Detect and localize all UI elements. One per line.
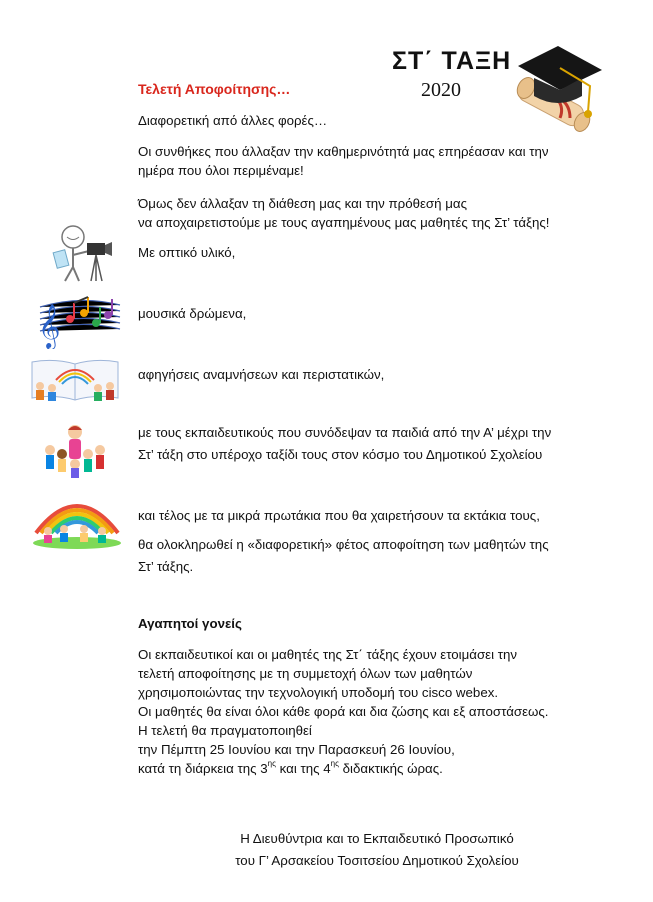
text-line: θα ολοκληρωθεί η «διαφορετική» φέτος αποφοίτηση των μαθητών της — [138, 537, 549, 552]
intro-paragraph-2 — [138, 142, 549, 180]
parents-paragraph — [138, 645, 549, 778]
item-stories-text: αφηγήσεις αναμνήσεων και περιστατικών, — [138, 367, 385, 382]
closing-paragraph — [138, 535, 549, 576]
camera-figure-icon — [45, 223, 115, 285]
page-title: Τελετή Αποφοίτησης… — [138, 81, 291, 97]
year-label: 2020 — [421, 79, 461, 101]
class-label: ΣΤ΄ ΤΑΞΗ — [392, 47, 512, 75]
text-line: Όμως δεν άλλαξαν τη διάθεση μας και την πρόθεσή μας — [138, 196, 467, 211]
svg-text:𝄞: 𝄞 — [38, 304, 61, 348]
text-line: τελετή αποφοίτησης με τη συμμετοχή όλων των μαθητών — [138, 666, 473, 681]
music-notes-icon — [36, 293, 122, 349]
intro-paragraph-3 — [138, 194, 549, 232]
rainbow-children-icon — [32, 487, 122, 549]
text-line: Η τελετή θα πραγματοποιηθεί — [138, 723, 312, 738]
text-line: την Πέμπτη 25 Ιουνίου και την Παρασκευή 26 Ιουνίου, — [138, 742, 455, 757]
item-video-text: Με οπτικό υλικό, — [138, 245, 236, 260]
item-music-text: μουσικά δρώμενα, — [138, 306, 247, 321]
signature-block — [180, 829, 574, 870]
signature-line: του Γ’ Αρσακείου Τοσιτσείου Δημοτικού Σχολείου — [235, 853, 519, 868]
text-line: με τους εκπαιδευτικούς που συνόδεψαν τα παιδιά από την Α’ μέχρι την — [138, 425, 552, 440]
item-teachers-text — [138, 423, 551, 464]
text-line: χρησιμοποιώντας την τεχνολογική υποδομή του cisco webex. — [138, 685, 499, 700]
text-line: να αποχαιρετιστούμε με τους αγαπημένους μας μαθητές της Στ’ τάξης! — [138, 215, 550, 230]
teacher-children-icon — [40, 422, 110, 478]
text-line: ημέρα που όλοι περιμέναμε! — [138, 163, 304, 178]
text-line: Στ’ τάξης. — [138, 559, 194, 574]
storybook-children-icon — [26, 356, 124, 406]
text-line: Οι εκπαιδευτικοί και οι μαθητές της Στ΄ τάξης έχουν ετοιμάσει την — [138, 647, 518, 662]
text-line: Οι μαθητές θα είναι όλοι κάθε φορά και δια ζώσης και εξ αποστάσεως. — [138, 704, 549, 719]
signature-line: Η Διευθύντρια και το Εκπαιδευτικό Προσωπικό — [240, 831, 514, 846]
text-line-time: κατά τη διάρκεια της $3^{\eta\varsigma}$ και της $4^{\eta\varsigma}$ διδακτικής ώρας. — [138, 759, 443, 776]
text-line: Στ’ τάξη στο υπέροχο ταξίδι τους στον κόσμο του Δημοτικού Σχολείου — [138, 447, 543, 462]
intro-line: Διαφορετική από άλλες φορές… — [138, 113, 328, 128]
text-line: Οι συνθήκες που άλλαξαν την καθημερινότητά μας επηρέασαν και την — [138, 144, 549, 159]
parents-heading: Αγαπητοί γονείς — [138, 616, 242, 631]
graduation-cap-icon — [498, 40, 608, 140]
item-firstgraders-text: και τέλος με τα μικρά πρωτάκια που θα χαιρετήσουν τα εκτάκια τους, — [138, 508, 540, 523]
